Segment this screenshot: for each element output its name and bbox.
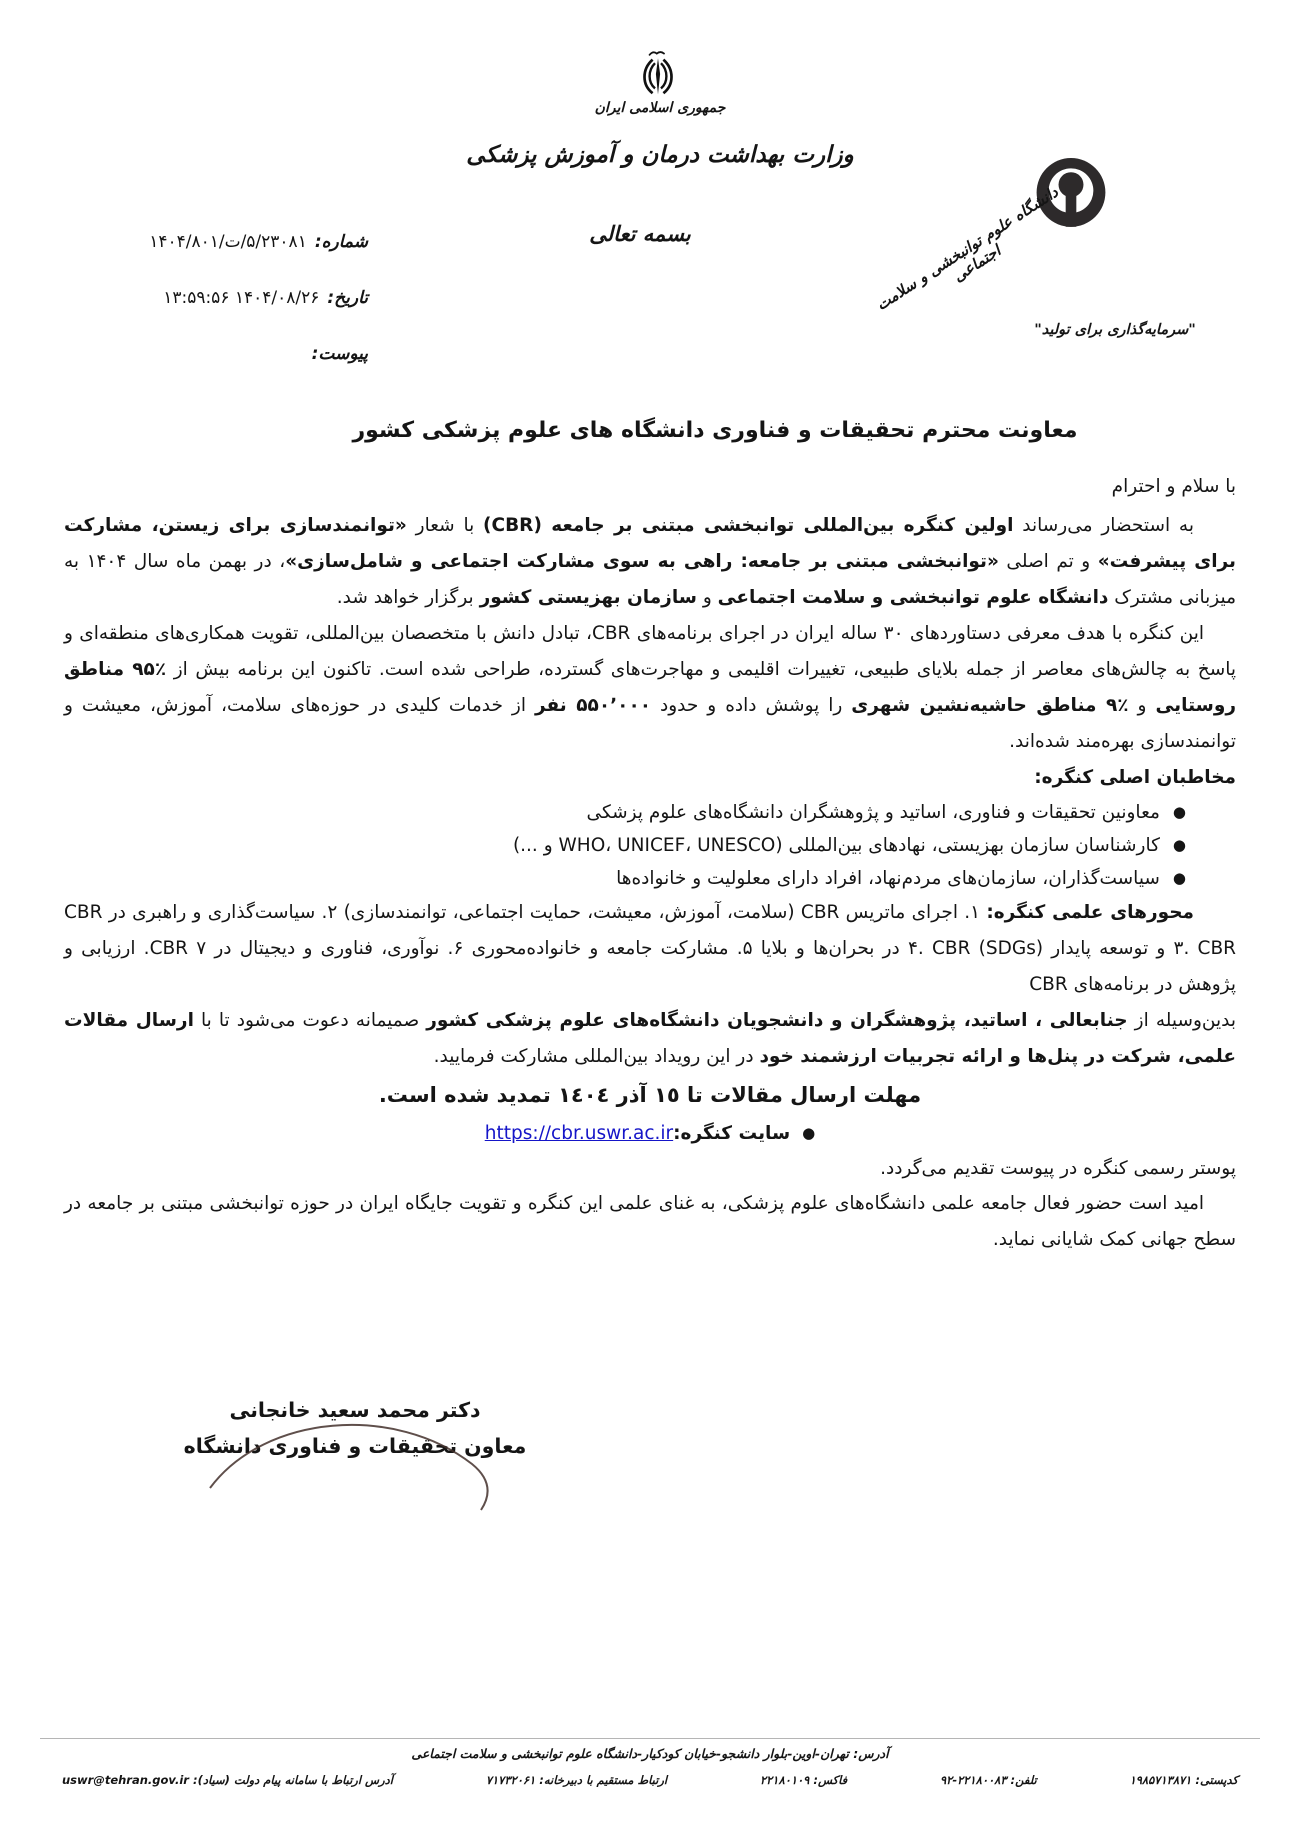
letter-body [64, 414, 1236, 1258]
paragraph-closing: امید است حضور فعال جامعه علمی دانشگاه‌های علوم پزشکی، به غنای علمی این کنگره و تقویت جایگاه ایران در حوزه توانبخشی مبتنی بر جامعه در سطح جهانی کمک شایانی نماید. [64, 1193, 1236, 1250]
deadline-notice: مهلت ارسال مقالات تا ١٥ آذر ١٤٠٤ تمدید شده است. [378, 1083, 922, 1107]
bullet-icon: ● [1172, 869, 1186, 887]
site-label: سایت کنگره: [673, 1123, 791, 1144]
university-name: دانشگاه علوم توانبخشی و سلامت اجتماعی [872, 182, 1062, 314]
recipient-title: معاونت محترم تحقیقات و فناوری دانشگاه های علوم پزشکی کشور [352, 418, 1078, 443]
number-value: ۱۴۰۴/۸۰۱/ت/۵/۲۳۰۸۱ [149, 232, 307, 252]
audience-item [64, 796, 1236, 829]
postal-code: کدپستی: ۱۹۸۵۷۱۳۸۷۱ [1129, 1773, 1238, 1787]
ministry-name: وزارت بهداشت درمان و آموزش پزشکی [466, 142, 854, 168]
audience-item [64, 862, 1236, 895]
signature-block [140, 1392, 570, 1464]
country-name: جمهوری اسلامی ایران [594, 100, 726, 116]
audiences-heading: مخاطبان اصلی کنگره: [1034, 767, 1236, 788]
audience-item-text: کارشناسان سازمان بهزیستی، نهادهای بین‌المللی (WHO، UNICEF، UNESCO و ...) [512, 835, 1160, 856]
paragraph-achievements: این کنگره با هدف معرفی دستاوردهای ۳۰ ساله ایران در اجرای برنامه‌های CBR، تبادل دانش با متخصصان بین‌المللی، تقویت همکاری‌های منطقه‌ای و پاسخ به چالش‌های معاصر از جمله بلایای طبیعی، تغییرات اقلیمی و مهاجرت‌های گسترده، طراحی شده است. تاکنون این برنامه بیش از ٪۹۵ مناطق روستایی و ٪۹ مناطق حاشیه‌نشین شهری را پوشش داده و حدود ۵۵۰٬۰۰۰ نفر از خدمات کلیدی در حوزه‌های سلامت، آموزش، معیشت و توانمندسازی بهره‌مند شده‌اند. [64, 623, 1236, 752]
secretariat-line: ارتباط مستقیم با دبیرخانه: ۷۱۷۳۲۰۶۱ [485, 1773, 668, 1787]
paragraph-announcement: به استحضار می‌رساند اولین کنگره بین‌المللی توانبخشی مبتنی بر جامعه (CBR) با شعار «توانمندسازی برای زیستن، مشارکت برای پیشرفت» و تم اصلی «توانبخشی مبتنی بر جامعه: راهی به سوی مشارکت اجتماعی و شامل‌سازی»، در بهمن ماه سال ۱۴۰۴ به میزبانی مشترک دانشگاه علوم توانبخشی و سلامت اجتماعی و سازمان بهزیستی کشور برگزار خواهد شد. [64, 515, 1236, 608]
footer-address: آدرس: تهران-اوین-بلوار دانشجو-خیابان کودکیار-دانشگاه علوم توانبخشی و سلامت اجتماعی [411, 1746, 889, 1761]
footer-contacts [62, 1773, 1238, 1787]
audience-item [64, 829, 1236, 862]
attachment-row [304, 344, 368, 364]
letter-date-row [163, 288, 368, 308]
audience-item-text: معاونین تحقیقات و فناوری، اساتید و پژوهشگران دانشگاه‌های علوم پزشکی [586, 802, 1160, 823]
paragraph-topics: محورهای علمی کنگره: ۱. اجرای ماتریس CBR (سلامت، آموزش، معیشت، حمایت اجتماعی، توانمندسازی) ۲. سیاست‌گذاری و راهبری در CBR ۳. CBR و توسعه پایدار (SDGs) ۴. CBR در بحران‌ها و بلایا ۵. مشارکت جامعه و خانواده‌محوری ۶. نوآوری، فناوری و دیجیتال در CBR ۷. ارزیابی و پژوهش در برنامه‌های CBR [64, 902, 1237, 995]
letterhead-slogan: "سرمایه‌گذاری برای تولید" [1034, 322, 1196, 338]
footer-divider [40, 1738, 1260, 1739]
bullet-icon: ● [1172, 836, 1186, 854]
salutation: با سلام و احترام [1111, 476, 1236, 497]
phone-number: تلفن: ۲۲۱۸۰۰۸۳-۹۲ [939, 1773, 1037, 1787]
signer-name: دکتر محمد سعید خانجانی [229, 1398, 481, 1422]
fax-number: فاکس: ۲۲۱۸۰۱۰۹ [759, 1773, 848, 1787]
poster-note: پوستر رسمی کنگره در پیوست تقدیم می‌گردد. [880, 1158, 1236, 1179]
bismillah-text: بسمه تعالی [589, 222, 691, 246]
letter-footer [0, 1738, 1300, 1787]
bullet-icon: ● [802, 1124, 816, 1142]
letter-number-row [149, 232, 368, 252]
gov-email: آدرس ارتباط با سامانه پیام دولت (سیاد): uswr@tehran.gov.ir [62, 1773, 393, 1787]
iran-emblem-icon [640, 50, 676, 98]
congress-site-line [64, 1115, 1236, 1152]
paragraph-invitation: بدین‌وسیله از جنابعالی ، اساتید، پژوهشگران و دانشجویان دانشگاه‌های علوم پزشکی کشور صمیمانه دعوت می‌شود تا با ارسال مقالات علمی، شرکت در پنل‌ها و ارائه تجربیات ارزشمند خود در این رویداد بین‌المللی مشارکت فرمایید. [64, 1010, 1236, 1067]
signer-title: معاون تحقیقات و فناوری دانشگاه [183, 1434, 527, 1458]
date-label: تاریخ: [327, 288, 368, 308]
date-value: ۱۴۰۴/۰۸/۲۶ ۱۳:۵۹:۵۶ [163, 288, 320, 308]
number-label: شماره: [314, 232, 368, 252]
audience-item-text: سیاست‌گذاران، سازمان‌های مردم‌نهاد، افراد دارای معلولیت و خانواده‌ها [616, 868, 1160, 889]
congress-site-link[interactable]: https://cbr.uswr.ac.ir [484, 1123, 674, 1144]
attachment-label: پیوست: [311, 344, 368, 364]
bullet-icon: ● [1172, 803, 1186, 821]
